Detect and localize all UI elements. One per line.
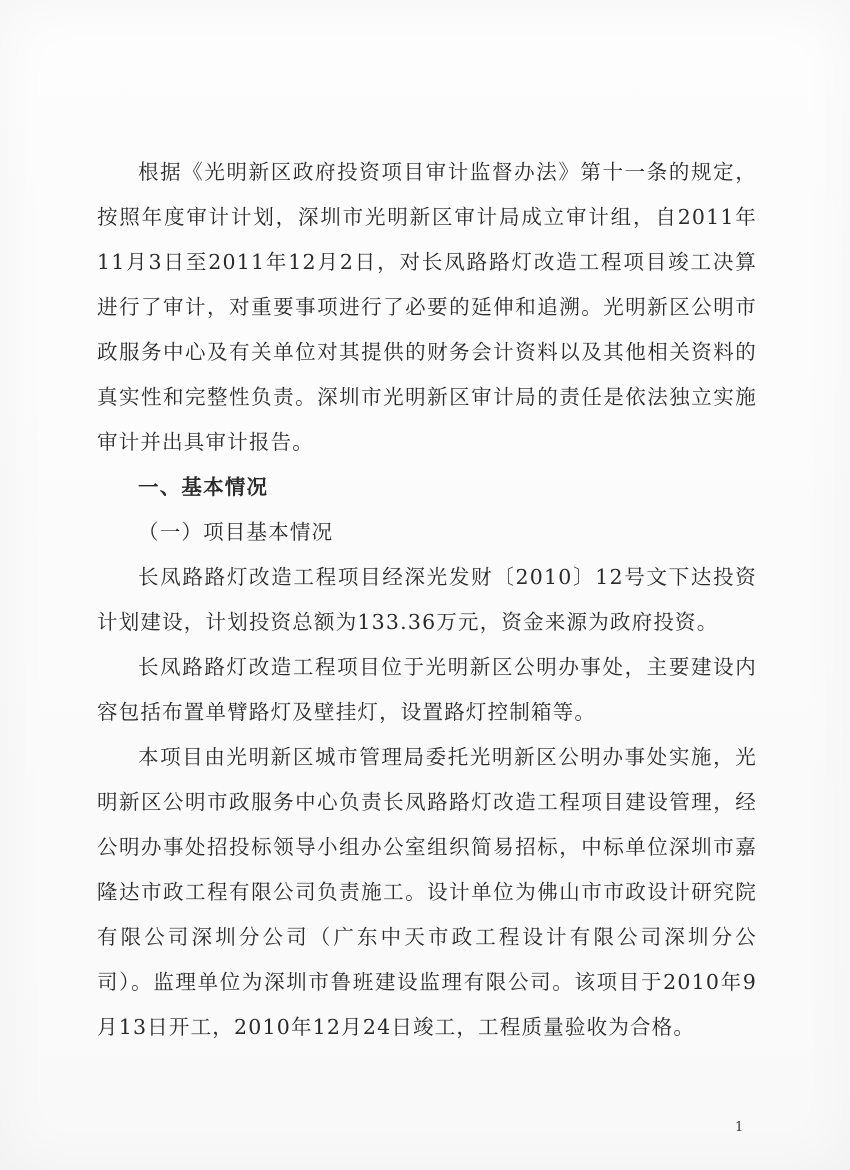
paragraph-management: 本项目由光明新区城市管理局委托光明新区公明办事处实施，光明新区公明市政服务中心负责长凤路路灯改造工程项目建设管理，经公明办事处招投标领导小组办公室组织简易招标，中标单位深圳市嘉隆达市政工程有限公司负责施工。设计单位为佛山市市政设计研究院有限公司深圳分公司（广东中天市政工程设计有限公司深圳分公司）。监理单位为深圳市鲁班建设监理有限公司。该项目于2010年9月13日开工，2010年12月24日竣工，工程质量验收为合格。 <box>97 745 757 1039</box>
intro-paragraph: 根据《光明新区政府投资项目审计监督办法》第十一条的规定，按照年度审计计划，深圳市光明新区审计局成立审计组，自2011年11月3日至2011年12月2日，对长凤路路灯改造工程项目竣工决算进行了审计，对重要事项进行了必要的延伸和追溯。光明新区公明市政服务中心及有关单位对其提供的财务会计资料以及其他相关资料的真实性和完整性负责。深圳市光明新区审计局的责任是依法独立实施审计并出具审计报告。 <box>97 160 757 454</box>
paragraph-investment: 长凤路路灯改造工程项目经深光发财〔2010〕12号文下达投资计划建设，计划投资总额为133.36万元，资金来源为政府投资。 <box>97 565 757 634</box>
page-number: 1 <box>735 1120 744 1135</box>
document-body <box>97 150 757 1050</box>
section-heading: 一、基本情况 <box>138 475 269 499</box>
paragraph-location: 长凤路路灯改造工程项目位于光明新区公明办事处，主要建设内容包括布置单臂路灯及壁挂灯，设置路灯控制箱等。 <box>97 655 757 724</box>
subsection-heading: （一）项目基本情况 <box>138 520 334 544</box>
